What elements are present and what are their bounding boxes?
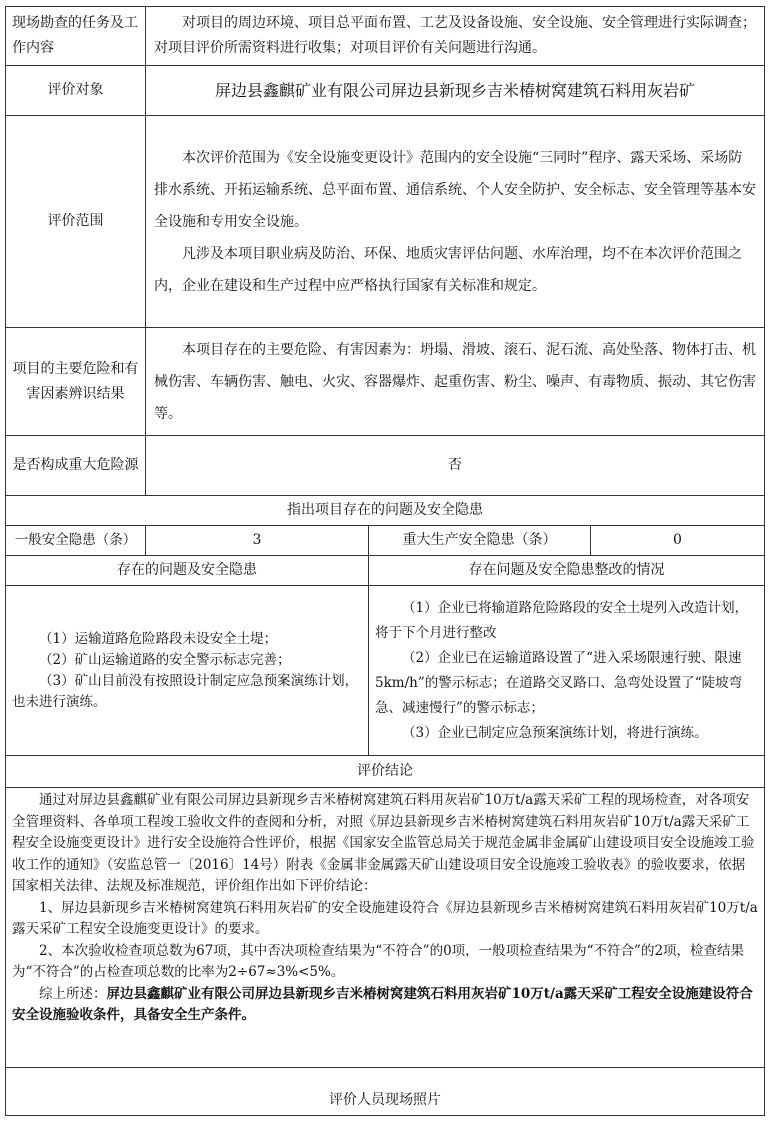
general-count-value: 3 [146,526,369,556]
fix-item-1: （1）企业已将输道路危险路段的安全土堤列入改造计划，将于下个月进行整改 [375,599,749,641]
row-tasks [6,7,765,66]
conclusion-summary-bold: 屏边县鑫麒矿业有限公司屏边县新现乡吉米椿树窝建筑石料用灰岩矿10万t/a露天采矿工程安全设施建设符合安全设施验收条件，具备安全生产条件。 [12,985,753,1023]
form-table [5,6,765,1116]
tasks-content [146,7,765,66]
conclusion-header: 评价结论 [6,756,765,788]
issue-item-3: （3）矿山目前没有按照设计制定应急预案演练计划，也未进行演练。 [12,672,359,710]
scope-para-2: 凡涉及本项目职业病及防治、环保、地质灾害评估问题、水库治理，均不在本次评价范围之内，企业在建设和生产过程中应严格执行国家有关标准和规定。 [154,245,742,294]
row-hazards [6,328,765,436]
conclusion-para-3: 2、本次验收检查项总数为67项，其中否决项检查结果为“不符合”的0项，一般项检查结果为“不符合”的2项，检查结果为“不符合”的占检查项总数的比率为2÷67≈3%<5%。 [12,942,745,980]
conclusion-body [6,788,765,1068]
issues-right-header: 存在问题及安全隐患整改的情况 [369,556,765,586]
tasks-label: 现场勘查的任务及工作内容 [6,7,146,66]
hazards-label: 项目的主要危险和有害因素辨识结果 [6,328,146,436]
row-major-hazard [6,436,765,496]
major-hazard-value: 否 [146,436,765,496]
fix-item-2: （2）企业已在运输道路设置了“进入采场限速行驶、限速5km/h”的警示标志；在道路交叉路口、急弯处设置了“陡坡弯急、减速慢行”的警示标志； [375,649,743,716]
conclusion-para-4 [12,984,758,1027]
issues-header: 指出项目存在的问题及安全隐患 [6,496,765,526]
conclusion-para-2: 1、屏边县新现乡吉米椿树窝建筑石料用灰岩矿的安全设施建设符合《屏边县新现乡吉米椿树窝建筑石料用灰岩矿10万t/a露天采矿工程安全设施变更设计》的要求。 [12,899,758,937]
general-count-label: 一般安全隐患（条） [6,526,146,556]
issues-left-header: 存在的问题及安全隐患 [6,556,369,586]
row-conclusion [6,788,765,1068]
row-object [6,66,765,116]
issue-item-2: （2）矿山运输道路的安全警示标志完善； [39,651,291,668]
row-issues-subheader [6,556,765,586]
photos-header: 评价人员现场照片 [6,1068,765,1116]
scope-para-1: 本次评价范围为《安全设施变更设计》范围内的安全设施“三同时”程序、露天采场、采场防排水系统、开拓运输系统、总平面布置、通信系统、个人安全防护、安全标志、安全管理等基本安全设施和专用安全设施。 [154,149,756,230]
hazards-text: 本项目存在的主要危险、有害因素为：坍塌、滑坡、滚石、泥石流、高处坠落、物体打击、机械伤害、车辆伤害、触电、火灾、容器爆炸、起重伤害、粉尘、噪声、有毒物质、振动、其它伤害等。 [154,341,756,422]
row-scope [6,116,765,328]
row-photos [6,1068,765,1116]
issue-item-1: （1）运输道路危险路段未设安全土堤； [39,630,278,647]
issues-right [369,586,765,756]
row-conclusion-header [6,756,765,788]
conclusion-summary-prefix: 综上所述： [39,985,107,1002]
fix-item-3: （3）企业已制定应急预案演练计划，将进行演练。 [402,724,708,741]
tasks-text: 对项目的周边环境、项目总平面布置、工艺及设备设施、安全设施、安全管理进行实际调查；对项目评价所需资料进行收集；对项目评价有关问题进行沟通。 [154,15,756,56]
object-label: 评价对象 [6,66,146,116]
hazards-content [146,328,765,436]
major-count-value: 0 [591,526,765,556]
scope-label: 评价范围 [6,116,146,328]
row-issues-header [6,496,765,526]
issues-left [6,586,369,756]
major-count-label: 重大生产安全隐患（条） [369,526,591,556]
row-issues [6,586,765,756]
row-counts [6,526,765,556]
major-hazard-label: 是否构成重大危险源 [6,436,146,496]
evaluation-form [5,6,764,1125]
scope-content [146,116,765,328]
conclusion-para-1: 通过对屏边县鑫麒矿业有限公司屏边县新现乡吉米椿树窝建筑石料用灰岩矿10万t/a露天采矿工程的现场检查，对各项安全管理资料、各单项工程竣工验收文件的查阅和分析，对照《屏边县新现乡吉米椿树窝建筑石料用灰岩矿10万t/a露天采矿工程安全设施变更设计》进行安全设施符合性评价，根据《国家安全监管总局关于规范金属非金属矿山建设项目安全设施竣工验收工作的通知》（安监总管一〔2016〕14号）附表《金属非金属露天矿山建设项目安全设施竣工验收表》的验收要求，依据国家相关法律、法规及标准规范，评价组作出如下评价结论： [12,792,755,894]
object-content: 屏边县鑫麒矿业有限公司屏边县新现乡吉米椿树窝建筑石料用灰岩矿 [146,66,765,116]
